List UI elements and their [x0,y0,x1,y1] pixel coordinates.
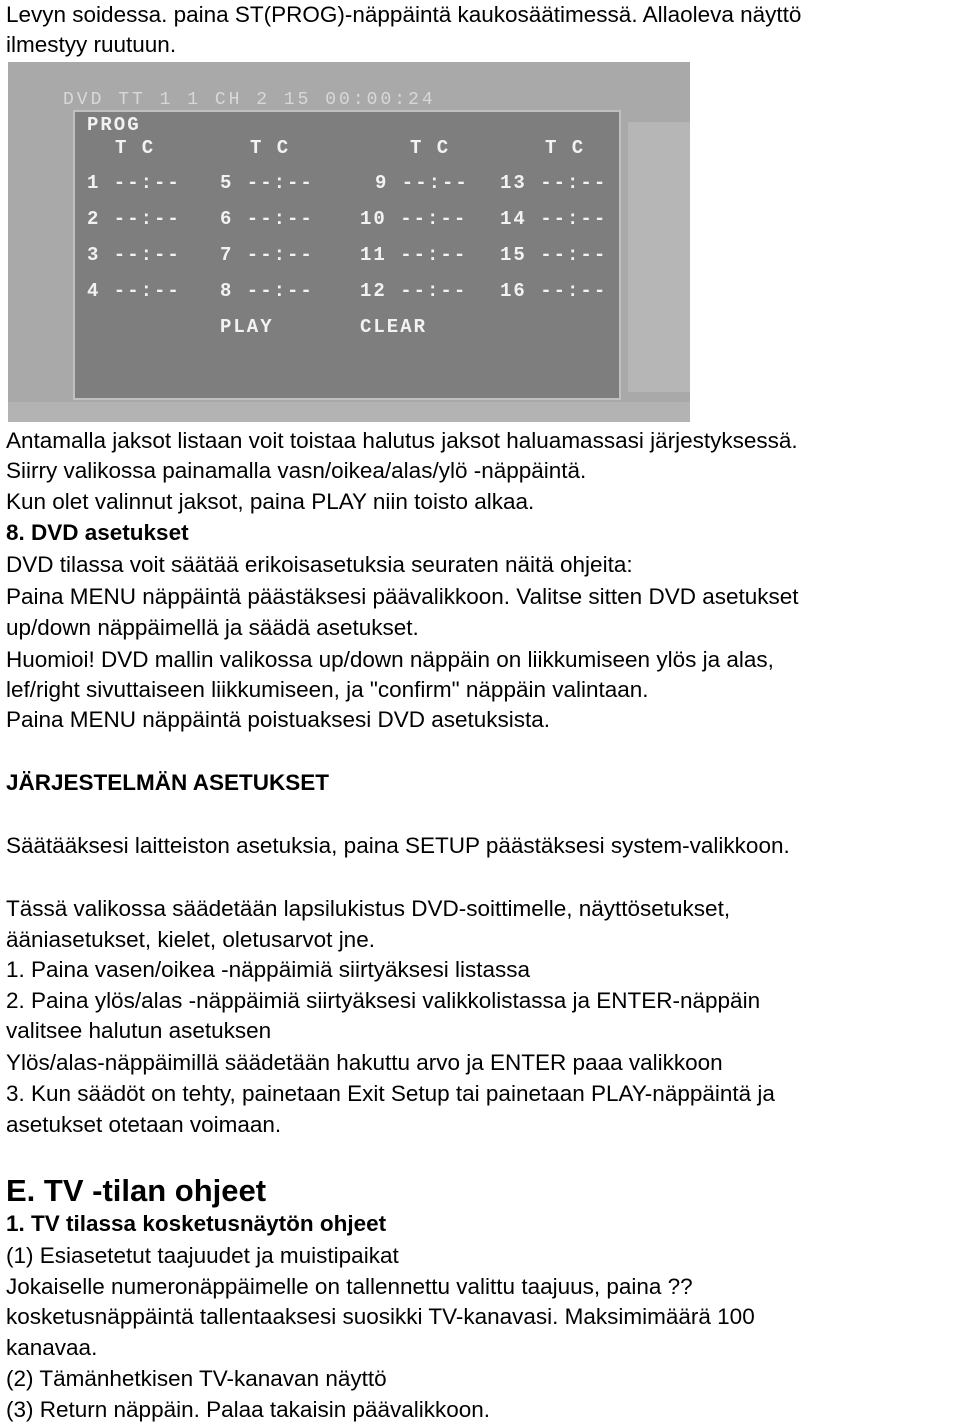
osd-slot: 15 --:-- [500,244,608,266]
paragraph-line: Huomioi! DVD mallin valikossa up/down näppäin on liikkumiseen ylös ja alas, [6,647,774,672]
osd-slot: 7 --:-- [220,244,314,266]
paragraph-line: lef/right sivuttaiseen liikkumiseen, ja "confirm" näppäin valintaan. [6,677,649,702]
dvd-settings-heading: 8. DVD asetukset [6,520,189,545]
osd-bottom-strip [8,402,690,422]
osd-col-header: T C [115,137,156,159]
osd-background-area [628,122,690,392]
osd-slot: 2 --:-- [87,208,181,230]
osd-prog-panel [73,110,621,400]
osd-slot: 11 --:-- [360,244,468,266]
osd-slot: 8 --:-- [220,280,314,302]
program-menu-screenshot [8,62,690,422]
paragraph-line: Paina MENU näppäintä poistuaksesi DVD asetuksista. [6,707,551,732]
osd-clear-button[interactable]: CLEAR [360,316,428,338]
paragraph-line: Paina MENU näppäintä päästäksesi päävalikkoon. Valitse sitten DVD asetukset [6,584,799,609]
paragraph-line: Antamalla jaksot listaan voit toistaa halutus jaksot haluamassasi järjestyksessä. [6,428,798,453]
osd-slot: 4 --:-- [87,280,181,302]
paragraph-line: Kun olet valinnut jaksot, paina PLAY niin toisto alkaa. [6,489,535,514]
paragraph-line: kanavaa. [6,1335,98,1360]
osd-slot: 12 --:-- [360,280,468,302]
paragraph-line: Säätääksesi laitteiston asetuksia, paina SETUP päästäksesi system-valikkoon. [6,833,790,858]
paragraph-line: asetukset otetaan voimaan. [6,1112,282,1137]
osd-play-button[interactable]: PLAY [220,316,274,338]
osd-slot: 13 --:-- [500,172,608,194]
osd-slot: 16 --:-- [500,280,608,302]
paragraph-line: kosketusnäppäintä tallentaaksesi suosikki TV-kanavasi. Maksimimäärä 100 [6,1304,755,1329]
intro-line-1: Levyn soidessa. paina ST(PROG)-näppäintä kaukosäätimessä. Allaoleva näyttö [6,2,802,27]
osd-slot: 1 --:-- [87,172,181,194]
paragraph-line: valitsee halutun asetuksen [6,1018,272,1043]
osd-slot: 9 --:-- [375,172,469,194]
paragraph-line: 1. Paina vasen/oikea -näppäimiä siirtyäksesi listassa [6,957,531,982]
paragraph-line: Siirry valikossa painamalla vasn/oikea/alas/ylö -näppäintä. [6,458,587,483]
paragraph-line: DVD tilassa voit säätää erikoisasetuksia seuraten näitä ohjeita: [6,552,633,577]
osd-col-header: T C [250,137,291,159]
osd-col-header: T C [545,137,586,159]
osd-slot: 14 --:-- [500,208,608,230]
paragraph-line: ääniasetukset, kielet, oletusarvot jne. [6,927,375,952]
tv-mode-heading: E. TV -tilan ohjeet [6,1173,267,1208]
paragraph-line: 3. Kun säädöt on tehty, painetaan Exit Setup tai painetaan PLAY-näppäintä ja [6,1081,775,1106]
paragraph-line: up/down näppäimellä ja säädä asetukset. [6,615,419,640]
osd-slot: 3 --:-- [87,244,181,266]
paragraph-line: (1) Esiasetetut taajuudet ja muistipaikat [6,1243,399,1268]
paragraph-line: Ylös/alas-näppäimillä säädetään hakuttu arvo ja ENTER paaa valikkoon [6,1050,723,1075]
paragraph-line: (3) Return näppäin. Palaa takaisin päävalikkoon. [6,1397,491,1422]
osd-slot: 10 --:-- [360,208,468,230]
paragraph-line: 2. Paina ylös/alas -näppäimiä siirtyäksesi valikkolistassa ja ENTER-näppäin [6,988,761,1013]
paragraph-line: Jokaiselle numeronäppäimelle on tallennettu valittu taajuus, paina ?? [6,1274,693,1299]
osd-slot: 6 --:-- [220,208,314,230]
osd-prog-title: PROG [87,114,141,136]
paragraph-line: (2) Tämänhetkisen TV-kanavan näyttö [6,1366,387,1391]
tv-touchscreen-subheading: 1. TV tilassa kosketusnäytön ohjeet [6,1211,387,1236]
system-settings-heading: JÄRJESTELMÄN ASETUKSET [6,770,329,795]
osd-status-line: DVD TT 1 1 CH 2 15 00:00:24 [63,90,436,110]
osd-slot: 5 --:-- [220,172,314,194]
intro-line-2: ilmestyy ruutuun. [6,32,177,57]
paragraph-line: Tässä valikossa säädetään lapsilukistus DVD-soittimelle, näyttösetukset, [6,896,731,921]
osd-col-header: T C [410,137,451,159]
